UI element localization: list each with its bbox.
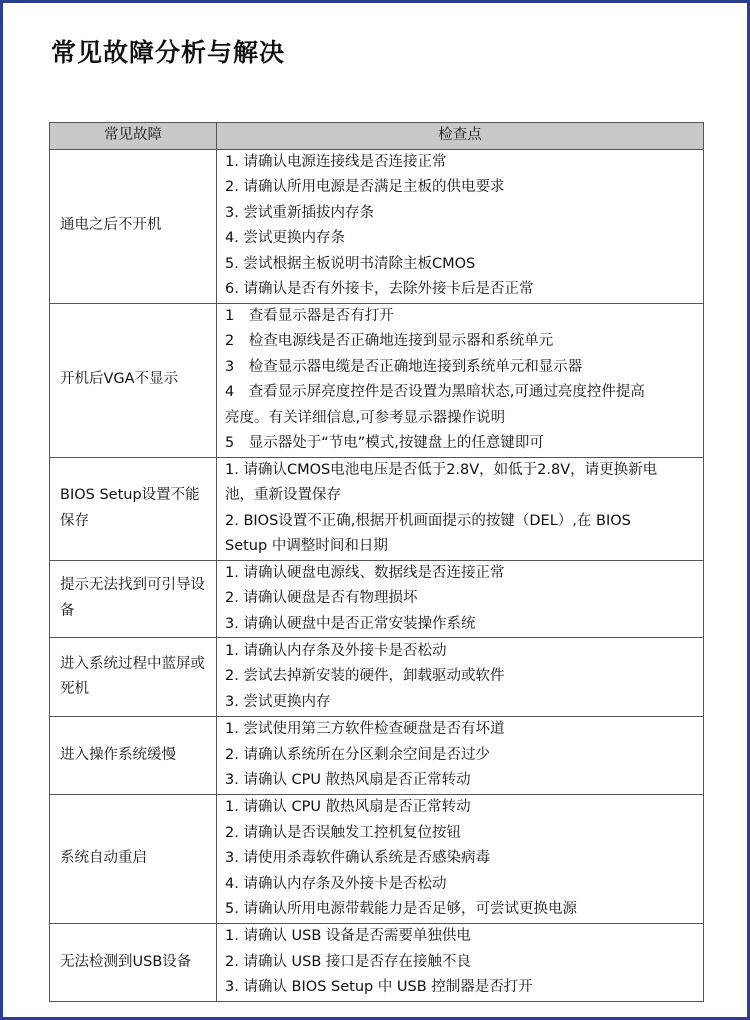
fault-cell: 提示无法找到可引导设备 bbox=[50, 560, 217, 638]
check-item: 池，重新设置保存 bbox=[225, 487, 341, 503]
table-row bbox=[50, 457, 704, 560]
header-fault: 常见故障 bbox=[50, 123, 217, 150]
checks-cell bbox=[217, 457, 704, 560]
table-row bbox=[50, 924, 704, 1002]
check-item: 1. 请确认硬盘电源线、数据线是否连接正常 bbox=[225, 564, 505, 581]
fault-cell: BIOS Setup设置不能保存 bbox=[50, 457, 217, 560]
check-item: 1. 请确认电源连接线是否连接正常 bbox=[225, 153, 447, 170]
table-row bbox=[50, 795, 704, 924]
checks-cell bbox=[217, 303, 704, 457]
check-item: 1. 尝试使用第三方软件检查硬盘是否有坏道 bbox=[225, 721, 505, 738]
check-item: 3. 请使用杀毒软件确认系统是否感染病毒 bbox=[225, 850, 490, 867]
fault-cell: 通电之后不开机 bbox=[50, 149, 217, 303]
check-item: 4 查看显示屏亮度控件是否设置为黑暗状态,可通过亮度控件提高 bbox=[225, 384, 645, 400]
table-row bbox=[50, 560, 704, 638]
check-item: 6. 请确认是否有外接卡，去除外接卡后是否正常 bbox=[225, 281, 534, 297]
table-header-row bbox=[50, 123, 704, 150]
page-title: 常见故障分析与解决 bbox=[51, 38, 286, 67]
checks-cell bbox=[217, 560, 704, 638]
check-item: 2. 请确认 USB 接口是否存在接触不良 bbox=[225, 953, 471, 970]
check-item: 1. 请确认 USB 设备是否需要单独供电 bbox=[225, 928, 471, 945]
check-item: 3. 请确认硬盘中是否正常安装操作系统 bbox=[225, 615, 476, 632]
check-item: 5 显示器处于“节电”模式,按键盘上的任意键即可 bbox=[225, 435, 544, 451]
check-item: 3 检查显示器电缆是否正确地连接到系统单元和显示器 bbox=[225, 358, 583, 375]
fault-cell: 无法检测到USB设备 bbox=[50, 924, 217, 1002]
check-item: 1. 请确认内存条及外接卡是否松动 bbox=[225, 642, 447, 659]
check-item: 1 查看显示器是否有打开 bbox=[225, 307, 394, 324]
check-item: 2. 请确认所用电源是否满足主板的供电要求 bbox=[225, 179, 505, 195]
check-item: 2. 请确认系统所在分区剩余空间是否过少 bbox=[225, 746, 490, 763]
check-item: Setup 中调整时间和日期 bbox=[225, 538, 388, 554]
check-item: 1. 请确认CMOS电池电压是否低于2.8V，如低于2.8V，请更换新电 bbox=[225, 461, 658, 478]
check-item: 1. 请确认 CPU 散热风扇是否正常转动 bbox=[225, 799, 471, 816]
check-item: 3. 请确认 CPU 散热风扇是否正常转动 bbox=[225, 772, 471, 789]
check-item: 2. 请确认是否误触发工控机复位按钮 bbox=[225, 824, 461, 841]
check-item: 4. 尝试更换内存条 bbox=[225, 230, 345, 246]
check-item: 5. 请确认所用电源带载能力是否足够，可尝试更换电源 bbox=[225, 901, 577, 918]
fault-cell: 开机后VGA不显示 bbox=[50, 303, 217, 457]
checks-cell bbox=[217, 149, 704, 303]
fault-table bbox=[49, 122, 704, 1002]
checks-cell bbox=[217, 924, 704, 1002]
checks-cell bbox=[217, 795, 704, 924]
fault-cell: 进入操作系统缓慢 bbox=[50, 717, 217, 795]
fault-cell: 系统自动重启 bbox=[50, 795, 217, 924]
check-item: 2 检查电源线是否正确地连接到显示器和系统单元 bbox=[225, 333, 554, 349]
table-row bbox=[50, 717, 704, 795]
fault-cell: 进入系统过程中蓝屏或死机 bbox=[50, 638, 217, 717]
table-row bbox=[50, 149, 704, 303]
checks-cell bbox=[217, 638, 704, 717]
check-item: 3. 请确认 BIOS Setup 中 USB 控制器是否打开 bbox=[225, 979, 533, 996]
table-row bbox=[50, 303, 704, 457]
table-row bbox=[50, 638, 704, 717]
check-item: 2. 尝试去掉新安装的硬件，卸载驱动或软件 bbox=[225, 668, 505, 685]
check-item: 2. BIOS设置不正确,根据开机画面提示的按键（DEL）,在 BIOS bbox=[225, 512, 631, 529]
check-item: 5. 尝试根据主板说明书清除主板CMOS bbox=[225, 255, 476, 272]
check-item: 2. 请确认硬盘是否有物理损坏 bbox=[225, 590, 418, 606]
check-item: 4. 请确认内存条及外接卡是否松动 bbox=[225, 875, 447, 892]
check-item: 3. 尝试重新插拔内存条 bbox=[225, 204, 374, 221]
checks-cell bbox=[217, 717, 704, 795]
check-item: 亮度。有关详细信息,可参考显示器操作说明 bbox=[225, 409, 506, 426]
header-checks: 检查点 bbox=[217, 123, 704, 150]
check-item: 3. 尝试更换内存 bbox=[225, 693, 331, 710]
